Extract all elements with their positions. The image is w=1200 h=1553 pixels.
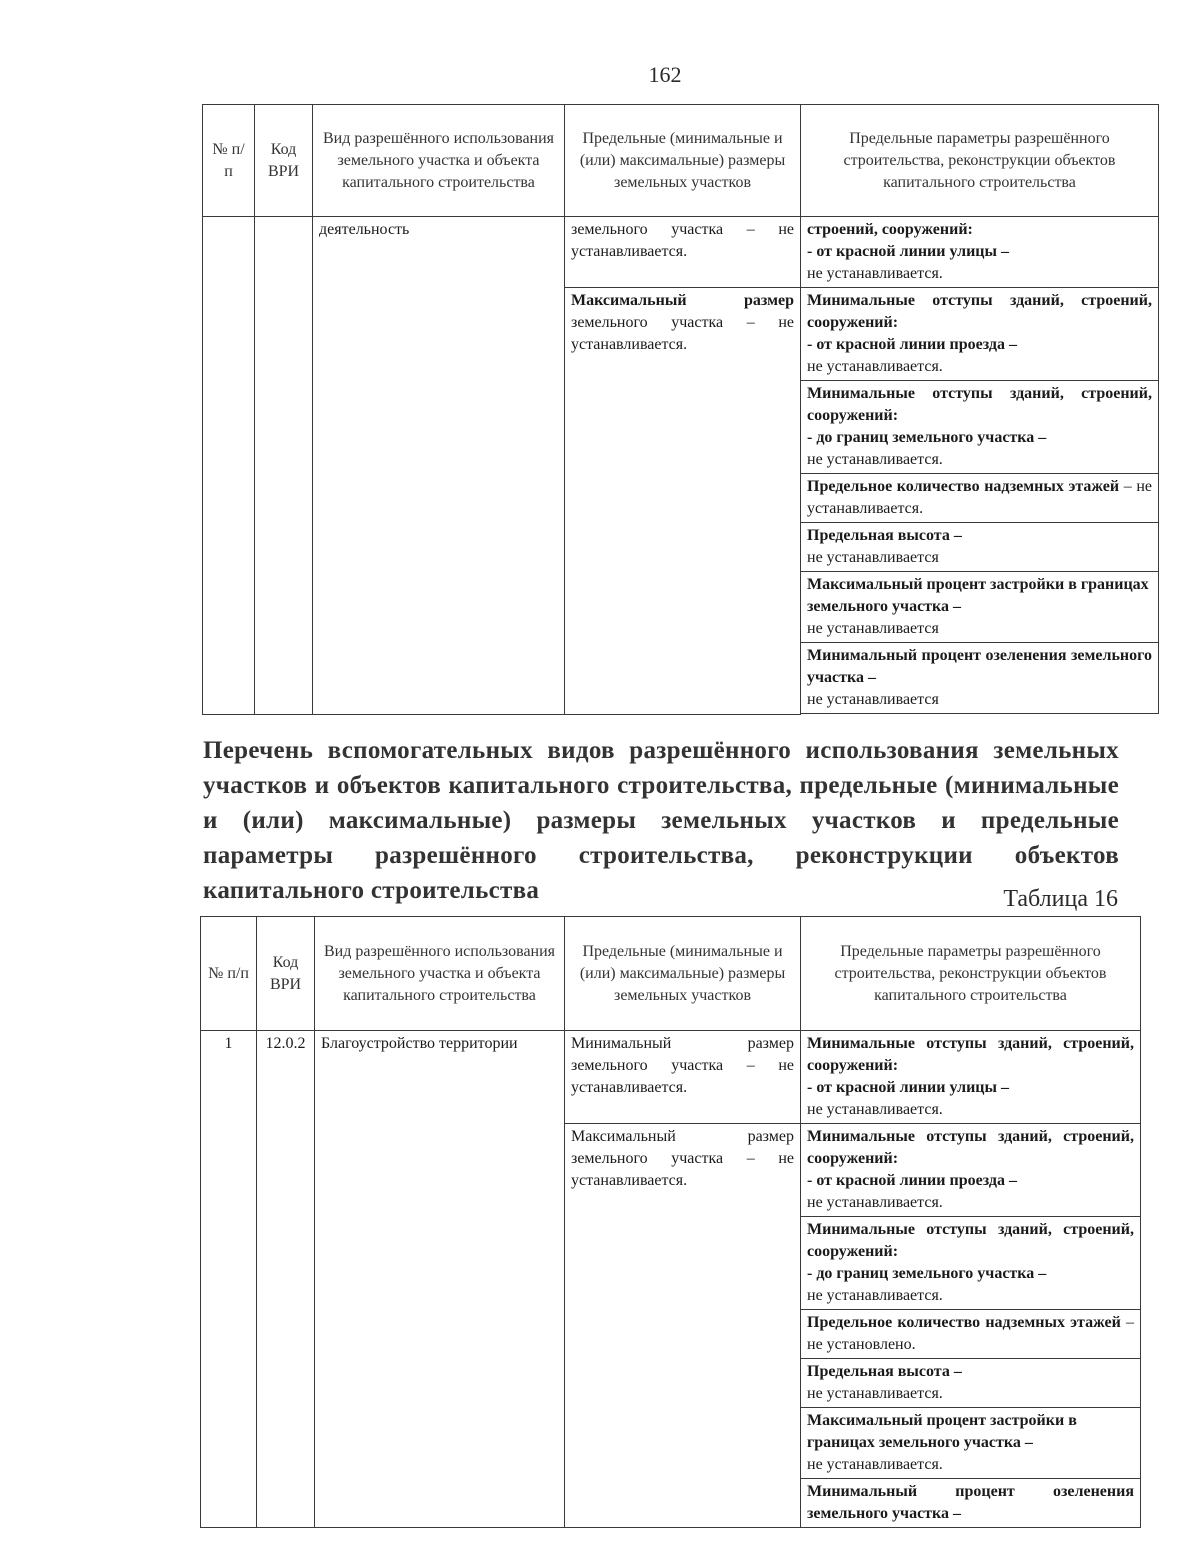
param-cell: Минимальные отступы зданий, строений, сооружений: - от красной линии проезда – не устанавливается.	[801, 1124, 1141, 1217]
col-header-kind: Вид разрешённого использования земельного участка и объекта капитального строительства	[315, 917, 565, 1031]
col-header-number: № п/п	[203, 105, 255, 217]
cell-size-min: земельного участка – не устанавливается.	[565, 217, 801, 288]
col-header-params: Предельные параметры разрешённого строительства, реконструкции объектов капитального строительства	[801, 917, 1141, 1031]
col-header-limits: Предельные (минимальные и (или) максимальные) размеры земельных участков	[565, 917, 801, 1031]
section-heading: Перечень вспомогательных видов разрешённого использования земельных участков и объектов капитального строительства, предельные (минимальные и (или) максимальные) размеры земельных участков и предельные параметры разрешённого строительства, реконструкции объектов капитального строительства	[203, 737, 1119, 904]
cell-size-min: Минимальный размер земельного участка – не устанавливается.	[565, 1031, 801, 1124]
param-cell: строений, сооружений: - от красной линии улицы – не устанавливается.	[801, 217, 1159, 288]
cell-kind: Благоустройство территории	[315, 1031, 565, 1528]
param-cell: Предельное количество надземных этажей – не устанавливается.	[801, 474, 1159, 523]
param-cell: Минимальные отступы зданий, строений, сооружений: - до границ земельного участка – не устанавливается.	[801, 381, 1159, 474]
cell-kind: деятельность	[313, 217, 565, 715]
table-16	[200, 916, 1141, 1528]
param-cell: Максимальный процент застройки в границах земельного участка – не устанавливается.	[801, 1408, 1141, 1479]
param-cell: Предельное количество надземных этажей – не установлено.	[801, 1310, 1141, 1359]
cell-size-max: Максимальный размер земельного участка – не устанавливается.	[565, 1124, 801, 1528]
col-header-number: № п/п	[201, 917, 257, 1031]
col-header-limits: Предельные (минимальные и (или) максимальные) размеры земельных участков	[565, 105, 801, 217]
cell-code: 12.0.2	[257, 1031, 315, 1528]
page-number: 162	[648, 62, 682, 87]
param-cell: Минимальный процент озеленения земельного участка –	[801, 1479, 1141, 1528]
col-header-params: Предельные параметры разрешённого строительства, реконструкции объектов капитального строительства	[801, 105, 1159, 217]
cell-number	[203, 217, 255, 715]
param-cell: Минимальный процент озеленения земельного участка – не устанавливается	[801, 643, 1159, 714]
param-cell: Максимальный процент застройки в границах земельного участка – не устанавливается	[801, 572, 1159, 643]
cell-size-max: Максимальный размер земельного участка – не устанавливается.	[565, 288, 801, 715]
param-cell: Предельная высота – не устанавливается.	[801, 1359, 1141, 1408]
col-header-kind: Вид разрешённого использования земельного участка и объекта капитального строительства	[313, 105, 565, 217]
cell-code	[255, 217, 313, 715]
table-continuation	[202, 104, 1159, 715]
table-label: Таблица 16	[1003, 886, 1118, 912]
col-header-code: Код ВРИ	[257, 917, 315, 1031]
param-cell: Минимальные отступы зданий, строений, сооружений: - до границ земельного участка – не устанавливается.	[801, 1217, 1141, 1310]
param-cell: Минимальные отступы зданий, строений, сооружений: - от красной линии улицы – не устанавливается.	[801, 1031, 1141, 1124]
param-cell: Минимальные отступы зданий, строений, сооружений: - от красной линии проезда – не устанавливается.	[801, 288, 1159, 381]
param-cell: Предельная высота – не устанавливается	[801, 523, 1159, 572]
col-header-code: Код ВРИ	[255, 105, 313, 217]
cell-number: 1	[201, 1031, 257, 1528]
